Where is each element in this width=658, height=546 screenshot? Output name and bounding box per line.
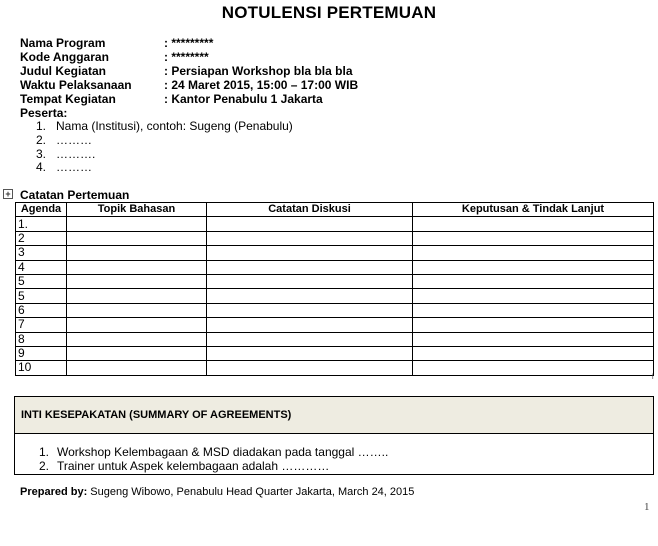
- info-value: : Persiapan Workshop bla bla bla: [164, 64, 353, 78]
- info-value: : *********: [164, 36, 214, 50]
- list-text: Trainer untuk Aspek kelembagaan adalah …………: [57, 459, 330, 473]
- list-text: ……….: [56, 146, 96, 161]
- list-text: Workshop Kelembagaan & MSD diadakan pada tanggal ……..: [57, 445, 389, 459]
- agenda-cell[interactable]: 10: [16, 361, 67, 375]
- section-title: Catatan Pertemuan: [20, 188, 130, 202]
- list-number: 2.: [36, 132, 47, 147]
- prepared-by-label: Prepared by:: [20, 486, 88, 498]
- table-row: [16, 217, 654, 231]
- column-header: Catatan Diskusi: [207, 203, 413, 217]
- list-number: 3.: [36, 146, 47, 161]
- info-row: [20, 50, 358, 64]
- table-row: [16, 332, 654, 346]
- agenda-cell[interactable]: 7: [16, 318, 67, 332]
- agenda-cell[interactable]: 3: [16, 246, 67, 260]
- agenda-cell[interactable]: 1.: [16, 217, 67, 231]
- keputusan-cell[interactable]: [413, 260, 654, 274]
- list-number: 4.: [36, 160, 47, 175]
- keputusan-cell[interactable]: [413, 361, 654, 375]
- list-number: 1.: [39, 445, 50, 459]
- topik-cell[interactable]: [67, 217, 207, 231]
- topik-cell[interactable]: [67, 274, 207, 288]
- topik-cell[interactable]: [67, 361, 207, 375]
- catatan-cell[interactable]: [207, 289, 413, 303]
- table-row: [16, 274, 654, 288]
- meeting-info: [20, 36, 358, 106]
- topik-cell[interactable]: [67, 332, 207, 346]
- agenda-cell[interactable]: 4: [16, 260, 67, 274]
- table-row: [16, 289, 654, 303]
- catatan-cell[interactable]: [207, 231, 413, 245]
- keputusan-cell[interactable]: [413, 346, 654, 360]
- catatan-cell[interactable]: [207, 303, 413, 317]
- table-row: [16, 303, 654, 317]
- list-item: [39, 445, 388, 459]
- topik-cell[interactable]: [67, 303, 207, 317]
- keputusan-cell[interactable]: [413, 332, 654, 346]
- peserta-label: Peserta:: [20, 106, 68, 120]
- catatan-cell[interactable]: [207, 274, 413, 288]
- list-item: [36, 134, 293, 148]
- table-header-row: [16, 203, 654, 217]
- info-row: [20, 78, 358, 92]
- peserta-list: [36, 120, 293, 175]
- topik-cell[interactable]: [67, 246, 207, 260]
- keputusan-cell[interactable]: [413, 231, 654, 245]
- table-row: [16, 246, 654, 260]
- column-header: Topik Bahasan: [67, 203, 207, 217]
- meeting-notes-table: [15, 202, 654, 376]
- end-of-row-mark: l: [652, 374, 654, 381]
- info-label: Tempat Kegiatan: [20, 92, 116, 106]
- topik-cell[interactable]: [67, 318, 207, 332]
- prepared-by: [20, 486, 414, 498]
- catatan-cell[interactable]: [207, 318, 413, 332]
- agenda-cell[interactable]: 5: [16, 274, 67, 288]
- document-title: NOTULENSI PERTEMUAN: [221, 3, 437, 22]
- agenda-cell[interactable]: 5: [16, 289, 67, 303]
- table-row: [16, 318, 654, 332]
- table-move-handle-icon[interactable]: +: [3, 189, 13, 199]
- keputusan-cell[interactable]: [413, 318, 654, 332]
- info-value: : Kantor Penabulu 1 Jakarta: [164, 92, 323, 106]
- agenda-cell[interactable]: 6: [16, 303, 67, 317]
- list-item: [36, 161, 293, 175]
- summary-box: [14, 396, 654, 475]
- list-text: ………: [56, 160, 92, 175]
- keputusan-cell[interactable]: [413, 303, 654, 317]
- info-label: Kode Anggaran: [20, 50, 109, 64]
- summary-heading: INTI KESEPAKATAN (SUMMARY OF AGREEMENTS): [15, 397, 653, 434]
- catatan-cell[interactable]: [207, 217, 413, 231]
- info-label: Nama Program: [20, 36, 106, 50]
- info-row: [20, 64, 358, 78]
- summary-list: [39, 445, 388, 473]
- info-row: [20, 92, 358, 106]
- topik-cell[interactable]: [67, 231, 207, 245]
- info-value: : 24 Maret 2015, 15:00 – 17:00 WIB: [164, 78, 359, 92]
- catatan-cell[interactable]: [207, 346, 413, 360]
- info-value: : ********: [164, 50, 209, 64]
- list-text: Nama (Institusi), contoh: Sugeng (Penabulu): [56, 119, 293, 133]
- keputusan-cell[interactable]: [413, 217, 654, 231]
- agenda-cell[interactable]: 2: [16, 231, 67, 245]
- topik-cell[interactable]: [67, 346, 207, 360]
- table-row: [16, 346, 654, 360]
- info-row: [20, 36, 358, 50]
- catatan-cell[interactable]: [207, 260, 413, 274]
- list-number: 1.: [36, 119, 47, 133]
- list-item: [36, 120, 293, 134]
- info-label: Judul Kegiatan: [20, 64, 107, 78]
- list-text: ………: [56, 132, 92, 147]
- agenda-cell[interactable]: 9: [16, 346, 67, 360]
- keputusan-cell[interactable]: [413, 289, 654, 303]
- page-number: 1: [644, 501, 650, 513]
- list-number: 2.: [39, 459, 50, 473]
- list-item: [39, 459, 388, 473]
- list-item: [36, 148, 293, 162]
- topik-cell[interactable]: [67, 260, 207, 274]
- topik-cell[interactable]: [67, 289, 207, 303]
- catatan-cell[interactable]: [207, 332, 413, 346]
- table-row: [16, 260, 654, 274]
- table-row: [16, 231, 654, 245]
- info-label: Waktu Pelaksanaan: [20, 78, 132, 92]
- catatan-cell[interactable]: [207, 246, 413, 260]
- prepared-by-text: Sugeng Wibowo, Penabulu Head Quarter Jakarta, March 24, 2015: [87, 486, 415, 498]
- table-row: [16, 361, 654, 375]
- agenda-cell[interactable]: 8: [16, 332, 67, 346]
- keputusan-cell[interactable]: [413, 246, 654, 260]
- column-header: Agenda: [16, 203, 67, 217]
- catatan-cell[interactable]: [207, 361, 413, 375]
- keputusan-cell[interactable]: [413, 274, 654, 288]
- column-header: Keputusan & Tindak Lanjut: [413, 203, 654, 217]
